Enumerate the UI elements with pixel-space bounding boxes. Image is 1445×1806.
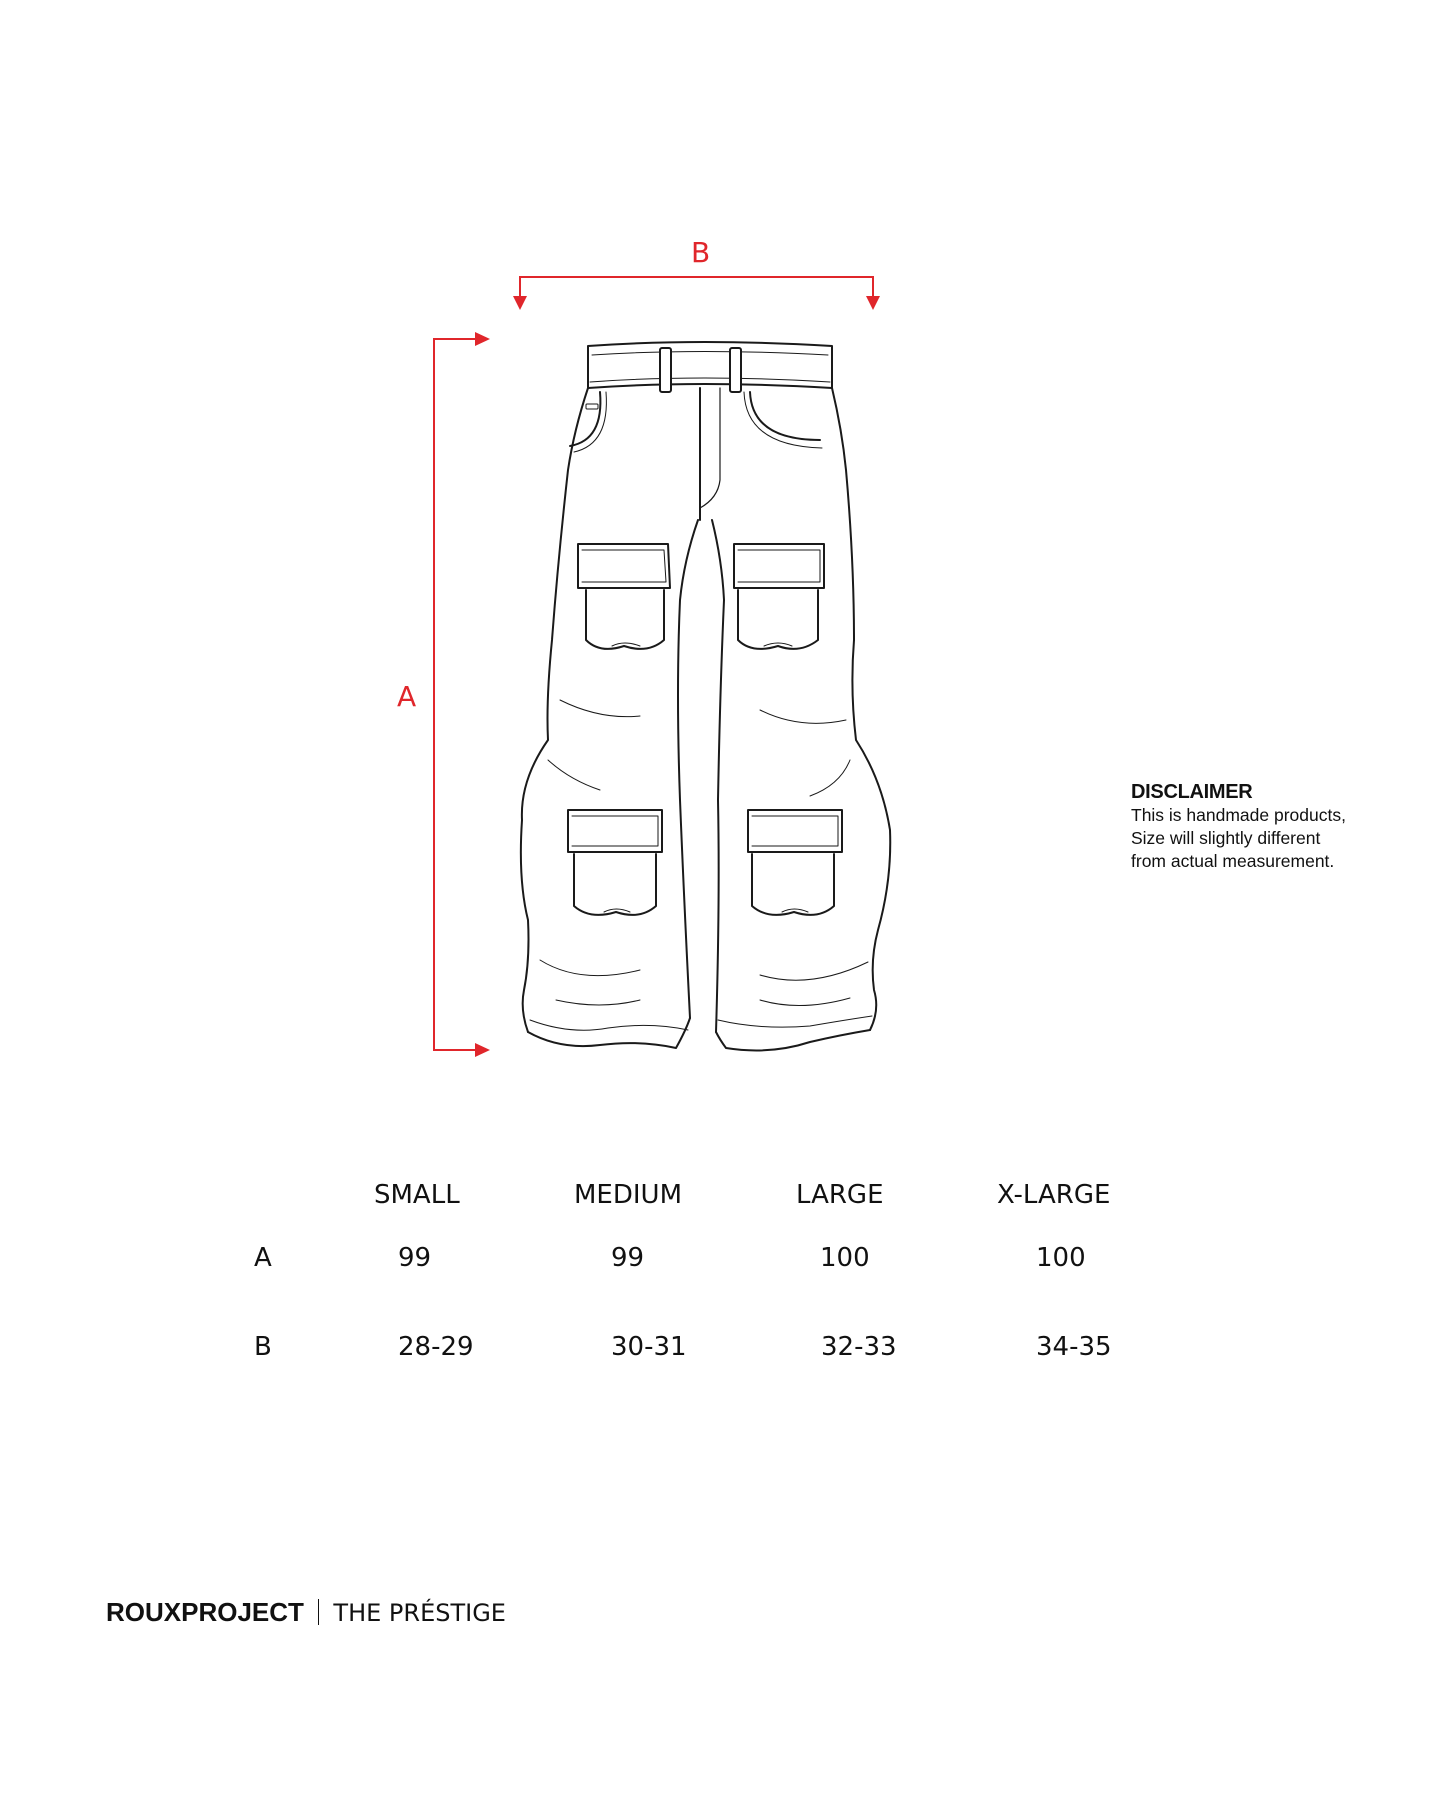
table-cell: 100 xyxy=(820,1243,870,1273)
table-cell: 100 xyxy=(1036,1243,1086,1273)
column-header-small: SMALL xyxy=(374,1180,460,1210)
width-dimension-label: B xyxy=(691,236,711,269)
disclaimer-block xyxy=(1131,781,1391,873)
disclaimer-title: DISCLAIMER xyxy=(1131,781,1253,803)
column-header-large: LARGE xyxy=(796,1180,884,1210)
length-measurement-arrow xyxy=(434,332,490,1057)
column-header-xlarge: X-LARGE xyxy=(997,1180,1111,1210)
row-label-a: A xyxy=(254,1243,272,1273)
cargo-pants-illustration xyxy=(521,342,890,1050)
footer-brand-line xyxy=(106,1597,506,1628)
table-cell: 30-31 xyxy=(611,1332,687,1362)
table-cell: 99 xyxy=(398,1243,432,1273)
brand-name: ROUXPROJECT xyxy=(106,1597,304,1627)
table-cell: 28-29 xyxy=(398,1332,474,1362)
width-measurement-arrow xyxy=(513,277,880,310)
footer-divider xyxy=(318,1599,320,1625)
table-cell: 32-33 xyxy=(821,1332,897,1362)
length-dimension-label: A xyxy=(397,680,417,713)
product-name: THE PRÉSTIGE xyxy=(333,1599,506,1627)
disclaimer-text: This is handmade products, Size will slightly different from actual measurement. xyxy=(1131,805,1346,871)
column-header-medium: MEDIUM xyxy=(574,1180,683,1210)
row-label-b: B xyxy=(254,1332,272,1362)
table-cell: 34-35 xyxy=(1036,1332,1112,1362)
table-cell: 99 xyxy=(611,1243,645,1273)
